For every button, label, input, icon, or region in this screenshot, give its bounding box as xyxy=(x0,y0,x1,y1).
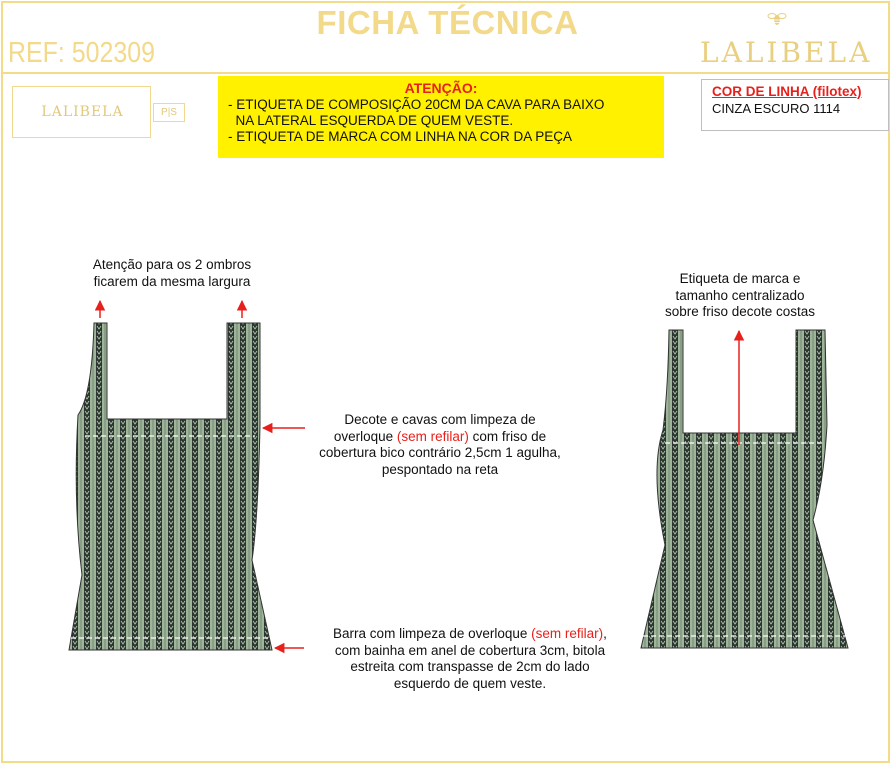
note-neckline-line-3: cobertura bico contrário 2,5cm 1 agulha, xyxy=(319,445,561,460)
attention-line-3: - ETIQUETA DE MARCA COM LINHA NA COR DA PEÇA xyxy=(228,129,573,144)
note-neckline-text: overloque xyxy=(333,428,397,444)
note-hem-line-4: esquerdo de quem veste. xyxy=(393,675,547,691)
thread-color-value: CINZA ESCURO 1114 xyxy=(712,101,841,116)
note-back-label-line-2: tamanho centralizado xyxy=(675,287,805,303)
note-shoulders-line-2: ficarem da mesma largura xyxy=(93,273,251,289)
attention-line-2: NA LATERAL ESQUERDA DE QUEM VESTE. xyxy=(228,113,514,128)
size-tag: P|S xyxy=(153,103,185,122)
page-title: FICHA TÉCNICA xyxy=(316,4,579,41)
note-hem-text-end: , xyxy=(603,626,607,641)
note-hem-line-3: estreita com transpasse de 2cm do lado xyxy=(350,659,590,674)
back-top-garment xyxy=(641,330,848,648)
label-brand-text: LALIBELA xyxy=(41,104,124,120)
note-hem-highlight: (sem refilar) xyxy=(531,626,604,641)
front-top-garment xyxy=(69,323,272,650)
reference-code: REF: 502309 xyxy=(8,37,155,69)
note-neckline-highlight: (sem refilar) xyxy=(396,428,469,444)
attention-line-1: - ETIQUETA DE COMPOSIÇÃO 20CM DA CAVA PARA BAIXO xyxy=(228,97,605,112)
brand-logo: LALIBELA xyxy=(700,36,873,69)
note-back-label-line-1: Etiqueta de marca e xyxy=(679,271,801,286)
note-shoulders-line-1: Atenção para os 2 ombros xyxy=(92,257,252,272)
note-hem-text: Barra com limpeza de overloque xyxy=(333,626,532,641)
thread-color-title: COR DE LINHA (filotex) xyxy=(712,84,862,99)
note-neckline-line-4: pespontado na reta xyxy=(381,461,499,477)
note-neckline-line-1: Decote e cavas com limpeza de xyxy=(344,412,536,427)
note-back-label-line-3: sobre friso decote costas xyxy=(664,304,816,319)
attention-title: ATENÇÃO: xyxy=(404,80,478,96)
note-hem-line-2: com bainha em anel de cobertura 3cm, bitola xyxy=(334,642,606,658)
note-neckline-text-end: com friso de xyxy=(468,428,547,444)
